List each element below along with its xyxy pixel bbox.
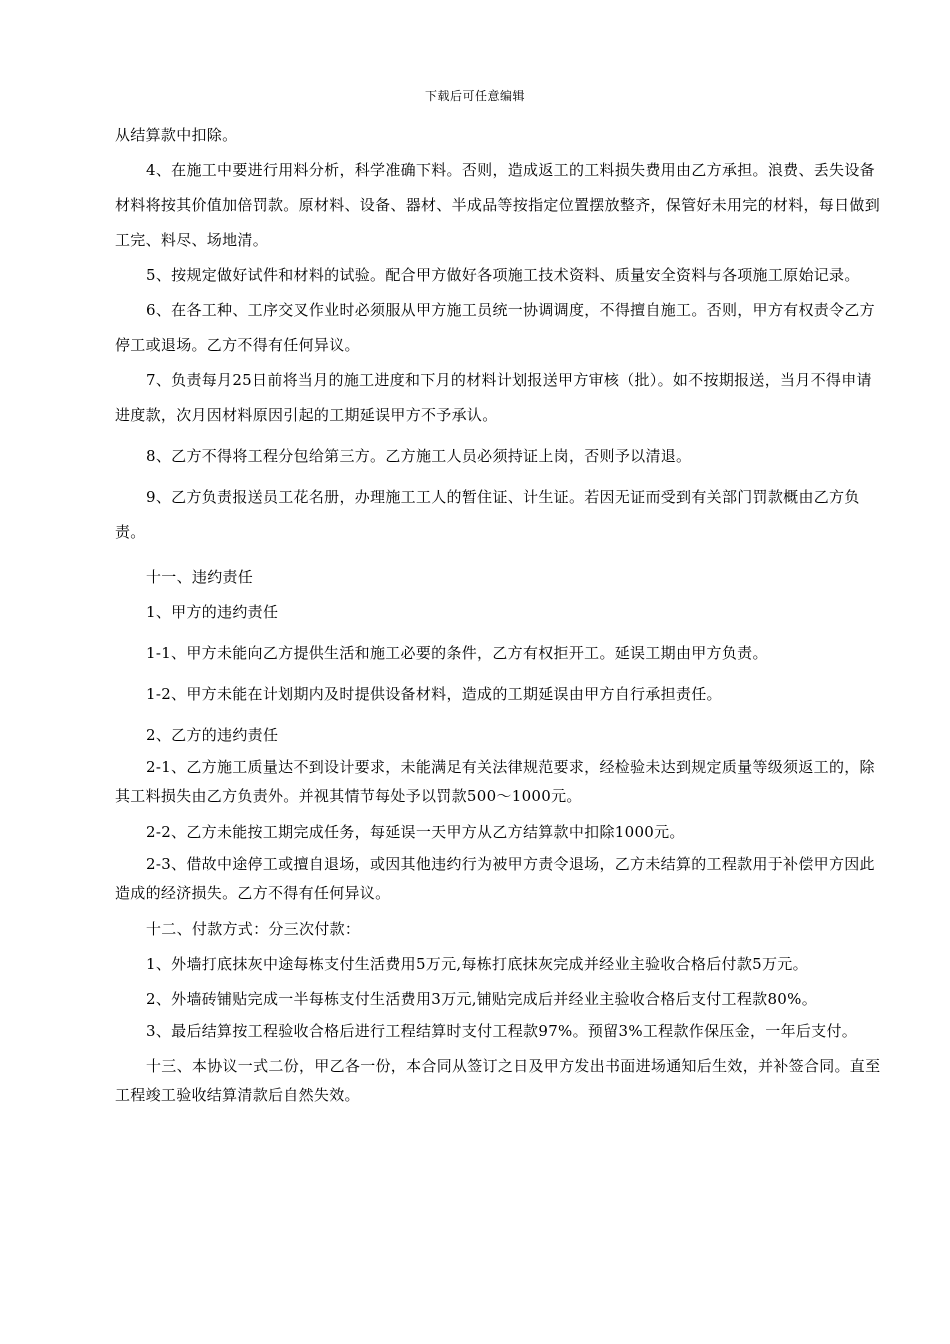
section-13: 十三、本协议一式二份，甲乙各一份，本合同从签订之日及甲方发出书面进场通知后生效，并补签合同。直至工程竣工验收结算清款后自然失效。 <box>115 1057 881 1104</box>
clause-1-1: 1-1、甲方未能向乙方提供生活和施工必要的条件，乙方有权拒开工。延误工期由甲方负责。 <box>146 644 768 662</box>
payment-3: 3、最后结算按工程验收合格后进行工程结算时支付工程款97%。预留3%工程款作保压金，一年后支付。 <box>146 1022 858 1040</box>
clause-7: 7、负责每月25日前将当月的施工进度和下月的材料计划报送甲方审核（批）。如不按期报送，当月不得申请进度款，次月因材料原因引起的工期延误甲方不予承认。 <box>115 371 872 424</box>
clause-1-2: 1-2、甲方未能在计划期内及时提供设备材料，造成的工期延误由甲方自行承担责任。 <box>146 685 722 703</box>
clause-9: 9、乙方负责报送员工花名册，办理施工工人的暂住证、计生证。若因无证而受到有关部门罚款概由乙方负责。 <box>115 488 860 541</box>
party-b-liability-heading: 2、乙方的违约责任 <box>146 726 279 744</box>
page-header: 下载后可任意编辑 <box>424 89 525 103</box>
clause-2-2: 2-2、乙方未能按工期完成任务，每延误一天甲方从乙方结算款中扣除1000元。 <box>146 823 685 841</box>
clause-8: 8、乙方不得将工程分包给第三方。乙方施工人员必须持证上岗，否则予以清退。 <box>146 447 692 465</box>
section-12-heading: 十二、付款方式：分三次付款： <box>146 920 361 938</box>
clause-4: 4、在施工中要进行用料分析，科学准确下料。否则，造成返工的工料损失费用由乙方承担。浪费、丢失设备材料将按其价值加倍罚款。原材料、设备、器材、半成品等按指定位置摆放整齐，保管好未用完的材料，每日做到工完、料尽、场地清。 <box>115 161 881 249</box>
clause-2-3: 2-3、借故中途停工或擅自退场，或因其他违约行为被甲方责令退场，乙方未结算的工程款用于补偿甲方因此造成的经济损失。乙方不得有任何异议。 <box>115 855 875 902</box>
payment-1: 1、外墙打底抹灰中途每栋支付生活费用5万元,每栋打底抹灰完成并经业主验收合格后付款5万元。 <box>146 955 808 973</box>
clause-2-1: 2-1、乙方施工质量达不到设计要求，未能满足有关法律规范要求，经检验未达到规定质量等级须返工的，除其工料损失由乙方负责外。并视其情节每处予以罚款500～1000元。 <box>115 758 875 805</box>
party-a-liability-heading: 1、甲方的违约责任 <box>146 603 279 621</box>
paragraph: 从结算款中扣除。 <box>115 126 238 144</box>
document-body <box>115 118 883 1114</box>
clause-5: 5、按规定做好试件和材料的试验。配合甲方做好各项施工技术资料、质量安全资料与各项施工原始记录。 <box>146 266 860 284</box>
payment-2: 2、外墙砖铺贴完成一半每栋支付生活费用3万元,铺贴完成后并经业主验收合格后支付工程款80%。 <box>146 990 817 1008</box>
clause-6: 6、在各工种、工序交叉作业时必须服从甲方施工员统一协调调度，不得擅自施工。否则，甲方有权责令乙方停工或退场。乙方不得有任何异议。 <box>115 301 875 354</box>
section-11-heading: 十一、违约责任 <box>146 568 254 586</box>
